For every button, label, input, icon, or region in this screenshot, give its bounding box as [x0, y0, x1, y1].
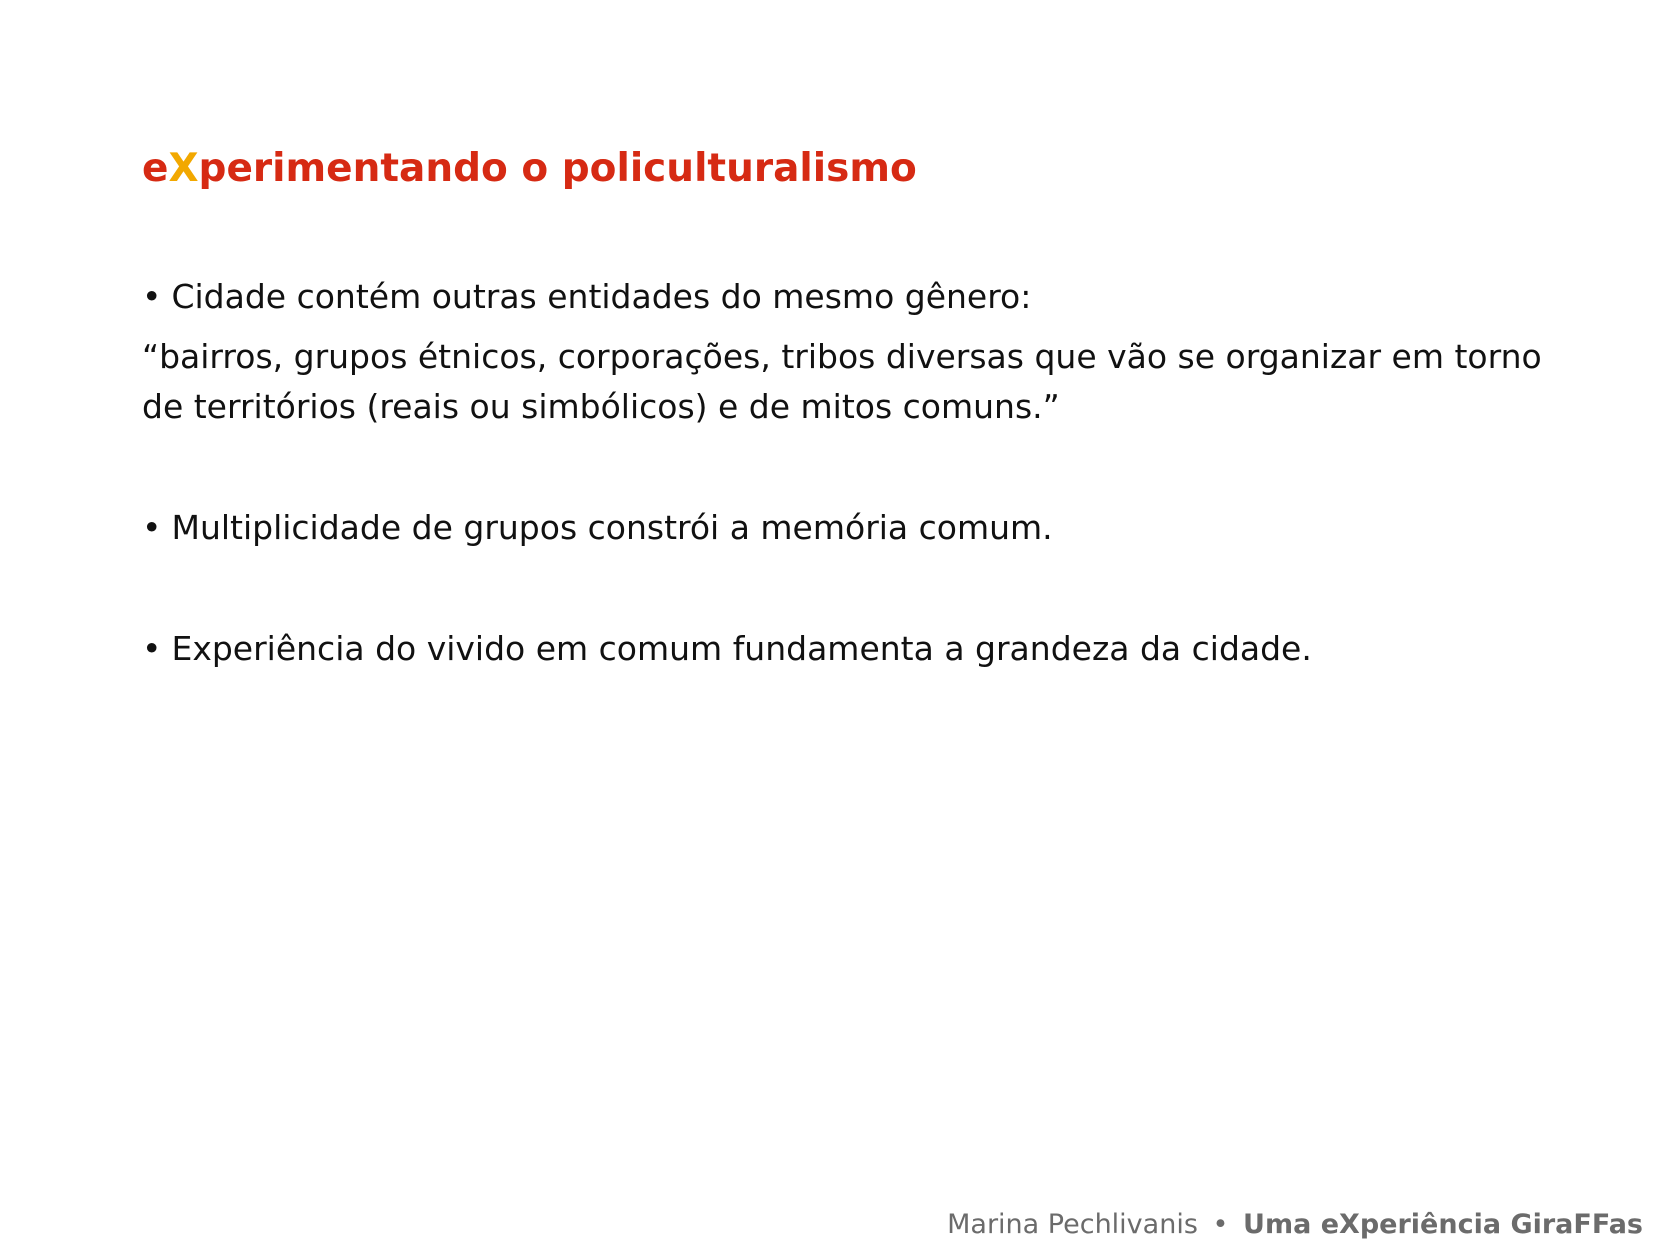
footer-presentation-title: Uma eXperiência GiraFFas: [1243, 1209, 1643, 1240]
bullet-text: Cidade contém outras entidades do mesmo gênero:: [171, 277, 1032, 316]
title-rest: perimentando o policulturalismo: [198, 146, 917, 191]
title-prefix: e: [142, 146, 169, 191]
bullet-text: Multiplicidade de grupos constrói a memória comum.: [171, 508, 1053, 547]
title-accent-letter: X: [168, 146, 199, 191]
footer-author: Marina Pechlivanis: [947, 1209, 1198, 1240]
slide-footer: [947, 1205, 1643, 1245]
quote-text: “bairros, grupos étnicos, corporações, tribos diversas que vão se organizar em torno de territórios (reais ou simbólicos) e de mitos comuns.”: [142, 337, 1542, 426]
bullet-text: Experiência do vivido em comum fundamenta a grandeza da cidade.: [171, 629, 1312, 668]
bullet-icon: •: [142, 629, 162, 668]
bullet-item-cidade: [142, 272, 1562, 322]
slide-title: [142, 146, 917, 193]
bullet-icon: •: [142, 508, 162, 547]
footer-separator: •: [1212, 1209, 1229, 1240]
bullet-item-experiencia: [142, 624, 1562, 674]
bullet-icon: •: [142, 277, 162, 316]
bullet-item-multiplicidade: [142, 503, 1562, 553]
